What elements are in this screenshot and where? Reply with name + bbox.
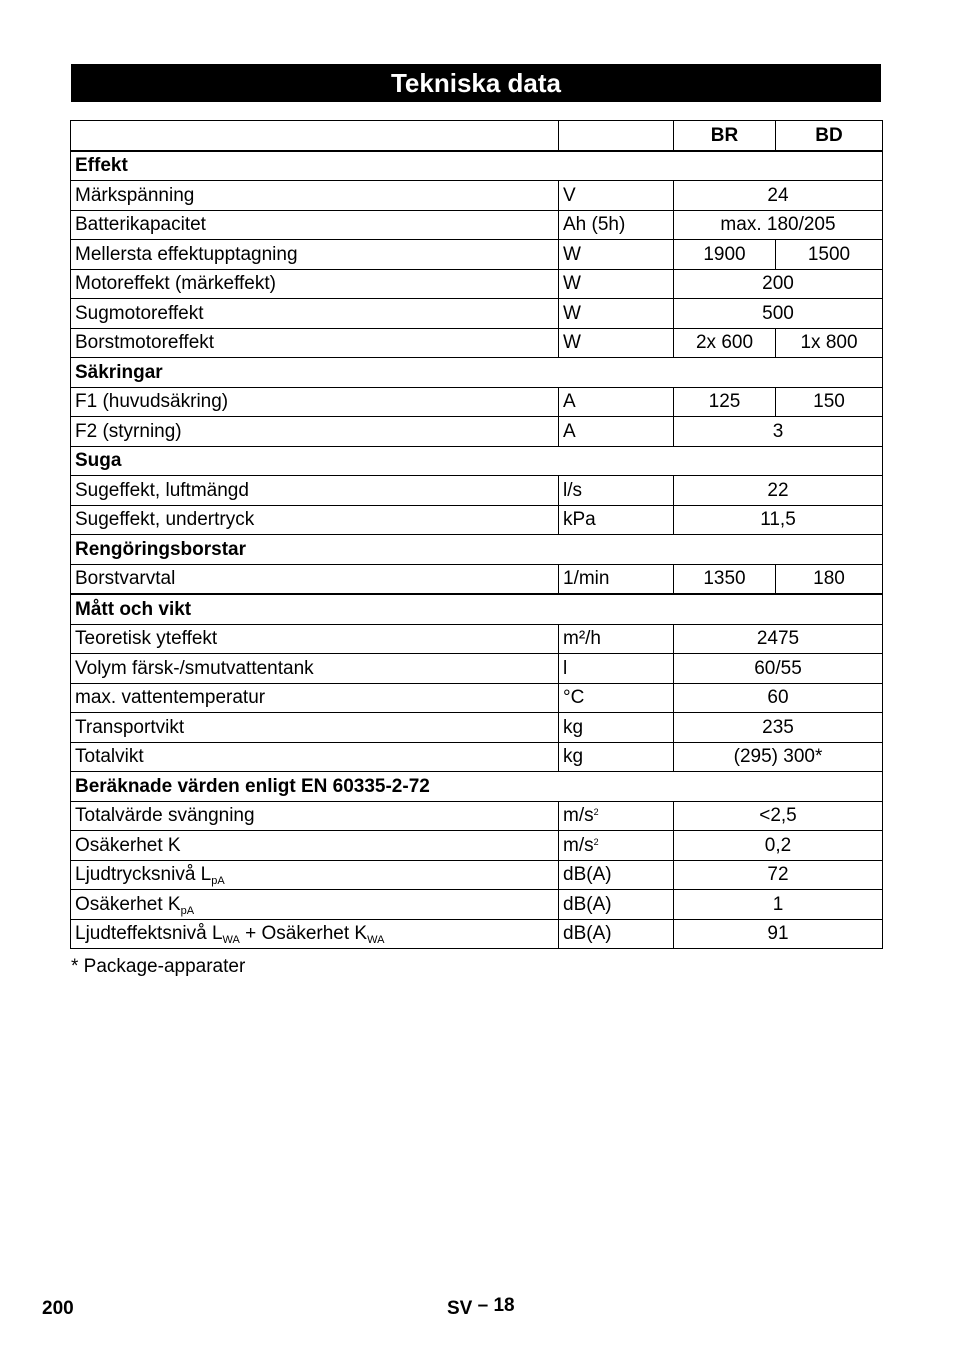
section-label: Rengöringsborstar: [71, 535, 883, 565]
unit-base: m/s: [563, 805, 594, 827]
page-title: Tekniska data: [71, 64, 881, 102]
row-value-bd: 150: [776, 387, 883, 417]
row-name: Batterikapacitet: [71, 210, 559, 240]
row-unit: l: [559, 654, 674, 684]
row-name: Totalvärde svängning: [71, 801, 559, 831]
row-unit: 1/min: [559, 564, 674, 594]
table-row: [71, 564, 883, 594]
row-value: 22: [674, 476, 883, 506]
row-name: [71, 919, 559, 949]
row-unit: W: [559, 328, 674, 358]
row-value-br: 2x 600: [674, 328, 776, 358]
table-row: [71, 919, 883, 949]
name-subscript: pA: [180, 904, 195, 917]
row-value: 3: [674, 417, 883, 447]
row-name: Märkspänning: [71, 181, 559, 211]
row-name: Borstvarvtal: [71, 564, 559, 594]
name-subscript: WA: [367, 934, 385, 947]
section-row: [71, 446, 883, 476]
row-value: 24: [674, 181, 883, 211]
row-value: 11,5: [674, 505, 883, 535]
row-unit: dB(A): [559, 890, 674, 920]
section-row: [71, 535, 883, 565]
row-unit: [559, 831, 674, 861]
row-name: Totalvikt: [71, 742, 559, 772]
row-value: 1: [674, 890, 883, 920]
row-unit: Ah (5h): [559, 210, 674, 240]
row-value: 72: [674, 860, 883, 890]
row-name: Sugmotoreffekt: [71, 299, 559, 329]
row-unit: kPa: [559, 505, 674, 535]
table-row: [71, 624, 883, 654]
row-unit: W: [559, 269, 674, 299]
section-label: Mått och vikt: [71, 594, 883, 624]
row-unit: A: [559, 387, 674, 417]
row-unit: [559, 801, 674, 831]
row-name: Motoreffekt (märkeffekt): [71, 269, 559, 299]
table-row: [71, 742, 883, 772]
row-value: 235: [674, 713, 883, 743]
row-unit: dB(A): [559, 919, 674, 949]
header-br: BR: [674, 121, 776, 151]
row-name: Borstmotoreffekt: [71, 328, 559, 358]
row-value: 200: [674, 269, 883, 299]
name-subscript: WA: [222, 934, 240, 947]
section-label: Suga: [71, 446, 883, 476]
table-row: [71, 269, 883, 299]
name-text: Ljudteffektsnivå L: [75, 923, 223, 945]
name-subscript: pA: [211, 875, 225, 888]
name-text: + Osäkerhet K: [239, 923, 368, 945]
row-name: Transportvikt: [71, 713, 559, 743]
section-label: Effekt: [71, 151, 883, 181]
row-name: Mellersta effektupptagning: [71, 240, 559, 270]
row-name: max. vattentemperatur: [71, 683, 559, 713]
row-name: Teoretisk yteffekt: [71, 624, 559, 654]
row-value-bd: 1500: [776, 240, 883, 270]
row-name: F1 (huvudsäkring): [71, 387, 559, 417]
language-code: SV: [447, 1298, 473, 1319]
table-row: [71, 387, 883, 417]
table-row: [71, 683, 883, 713]
page-number: 200: [42, 1298, 74, 1319]
section-row: [71, 772, 883, 802]
row-value-bd: 1x 800: [776, 328, 883, 358]
name-text: Ljudtrycksnivå L: [75, 864, 212, 886]
row-value: (295) 300*: [674, 742, 883, 772]
row-value-bd: 180: [776, 564, 883, 594]
table-row: [71, 476, 883, 506]
row-name: Sugeffekt, luftmängd: [71, 476, 559, 506]
unit-exponent: 2: [593, 836, 599, 847]
row-value: max. 180/205: [674, 210, 883, 240]
row-name: F2 (styrning): [71, 417, 559, 447]
row-value: 0,2: [674, 831, 883, 861]
section-row: [71, 358, 883, 388]
section-row: [71, 151, 883, 181]
unit-base: m/s: [563, 834, 594, 856]
row-value: 60: [674, 683, 883, 713]
row-value-br: 125: [674, 387, 776, 417]
row-unit: kg: [559, 713, 674, 743]
row-name: Volym färsk-/smutvattentank: [71, 654, 559, 684]
row-value-br: 1350: [674, 564, 776, 594]
row-value: 500: [674, 299, 883, 329]
table-row: [71, 328, 883, 358]
footnote: * Package-apparater: [71, 956, 246, 977]
header-empty-unit: [559, 121, 674, 151]
row-value: 60/55: [674, 654, 883, 684]
header-bd: BD: [776, 121, 883, 151]
row-value: 91: [674, 919, 883, 949]
row-value: <2,5: [674, 801, 883, 831]
row-unit: °C: [559, 683, 674, 713]
row-unit: V: [559, 181, 674, 211]
row-name: [71, 890, 559, 920]
row-unit: kg: [559, 742, 674, 772]
section-row: [71, 594, 883, 624]
row-name: [71, 860, 559, 890]
row-unit: m²/h: [559, 624, 674, 654]
unit-exponent: 2: [593, 807, 599, 818]
row-value: 2475: [674, 624, 883, 654]
table-row: [71, 417, 883, 447]
table-row: [71, 240, 883, 270]
table-row: [71, 299, 883, 329]
section-page: – 18: [477, 1295, 515, 1316]
table-header-row: [71, 121, 883, 151]
table-row: [71, 801, 883, 831]
row-unit: W: [559, 299, 674, 329]
row-unit: A: [559, 417, 674, 447]
section-label: Beräknade värden enligt EN 60335-2-72: [71, 772, 883, 802]
row-name: Osäkerhet K: [71, 831, 559, 861]
table-row: [71, 181, 883, 211]
table-row: [71, 210, 883, 240]
page-footer-label: [447, 1295, 515, 1317]
table-row: [71, 505, 883, 535]
name-text: Osäkerhet K: [75, 893, 181, 915]
table-row: [71, 654, 883, 684]
section-label: Säkringar: [71, 358, 883, 388]
table-row: [71, 831, 883, 861]
row-unit: W: [559, 240, 674, 270]
technical-data-table: [70, 120, 883, 949]
row-unit: dB(A): [559, 860, 674, 890]
header-empty-name: [71, 121, 559, 151]
row-name: Sugeffekt, undertryck: [71, 505, 559, 535]
row-unit: l/s: [559, 476, 674, 506]
table-row: [71, 713, 883, 743]
table-row: [71, 860, 883, 890]
row-value-br: 1900: [674, 240, 776, 270]
table-row: [71, 890, 883, 920]
